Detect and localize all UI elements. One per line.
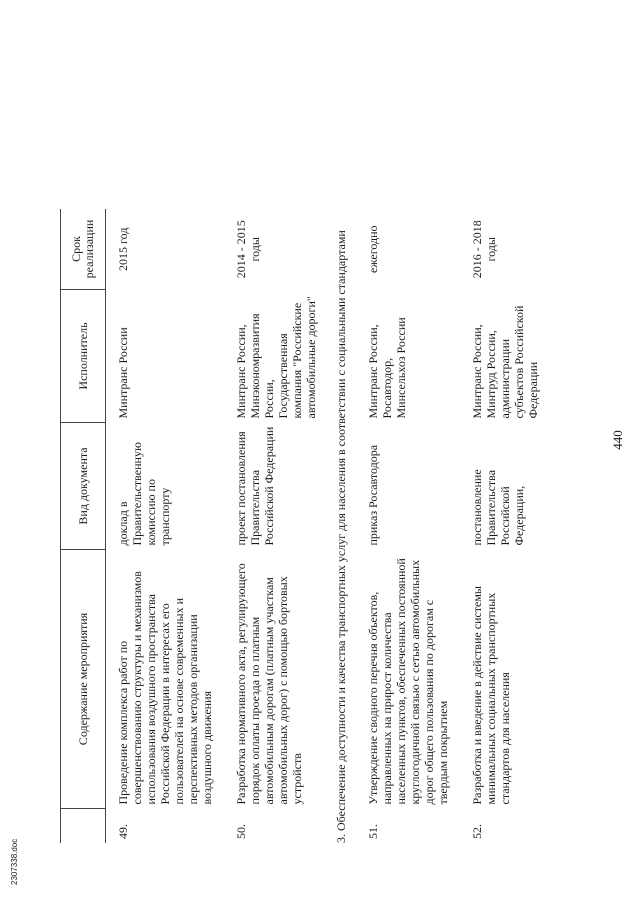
section-heading-row bbox=[328, 209, 356, 843]
row-number: 49. bbox=[116, 824, 130, 839]
row-content: Разработка и введение в действие системы минимальных социальных транспортных стандартов для населения bbox=[470, 586, 512, 805]
row-term: 2014 - 2015 годы bbox=[234, 220, 262, 279]
header-content: Содержание мероприятия bbox=[61, 550, 106, 809]
row-document-type: постановление Правительства Российской Федерации, bbox=[470, 469, 526, 546]
row-number: 51. bbox=[366, 824, 380, 839]
header-term: Срок реализации bbox=[61, 209, 106, 290]
header-number bbox=[61, 809, 106, 844]
row-executor: Минтранс России, Минэкономразвития России, Государственная компания "Российские автомобильные дороги" bbox=[234, 296, 318, 419]
table-header-row bbox=[61, 209, 106, 843]
section-title: 3. Обеспечение доступности и качества транспортных услуг для населения в соответствии с социальными стандартами bbox=[334, 230, 348, 843]
measures-table bbox=[60, 209, 550, 843]
row-document-type: доклад в Правительственную комиссию по транспорту bbox=[116, 442, 172, 546]
row-term: ежегодно bbox=[366, 225, 380, 274]
row-executor: Минтранс России, Минтруд России, администрации субъектов Российской Федерации bbox=[470, 305, 540, 419]
row-number: 52. bbox=[470, 824, 484, 839]
row-content: Утверждение сводного перечня объектов, направленных на прирост количества населенных пунктов, обеспеченных постоянной круглогодичной связью с сетью автомобильных дорог общего пользования по дорогам с твердым покрытием bbox=[366, 558, 450, 805]
row-term: 2016 - 2018 годы bbox=[470, 220, 498, 279]
table-row bbox=[224, 209, 328, 843]
row-document-type: приказ Росавтодора bbox=[366, 444, 380, 546]
document-id: 2307338.doc bbox=[10, 838, 19, 885]
row-executor: Минтранс России, Росавтодор, Минсельхоз России bbox=[366, 317, 408, 419]
row-document-type: проект постановления Правительства Российской Федерации bbox=[234, 426, 276, 546]
table-row bbox=[356, 209, 460, 843]
row-content: Разработка нормативного акта, регулирующего порядок оплаты проезда по платным автомобильным дорогам (платным участкам автомобильных дорог) с помощью бортовых устройств bbox=[234, 563, 304, 805]
row-term: 2015 год bbox=[116, 227, 130, 271]
row-executor: Минтранс России bbox=[116, 327, 130, 419]
header-document-type: Вид документа bbox=[61, 423, 106, 550]
row-content: Проведение комплекса работ по совершенствованию структуры и механизмов использования воздушного пространства Российской Федерации в интересах его пользователей на основе современных и перспективных методов организации воздушного движения bbox=[116, 571, 214, 805]
row-number: 50. bbox=[234, 824, 248, 839]
header-executor: Исполнитель bbox=[61, 290, 106, 423]
table-row bbox=[106, 209, 225, 843]
page-number: 440 bbox=[610, 430, 625, 450]
table-row bbox=[460, 209, 550, 843]
